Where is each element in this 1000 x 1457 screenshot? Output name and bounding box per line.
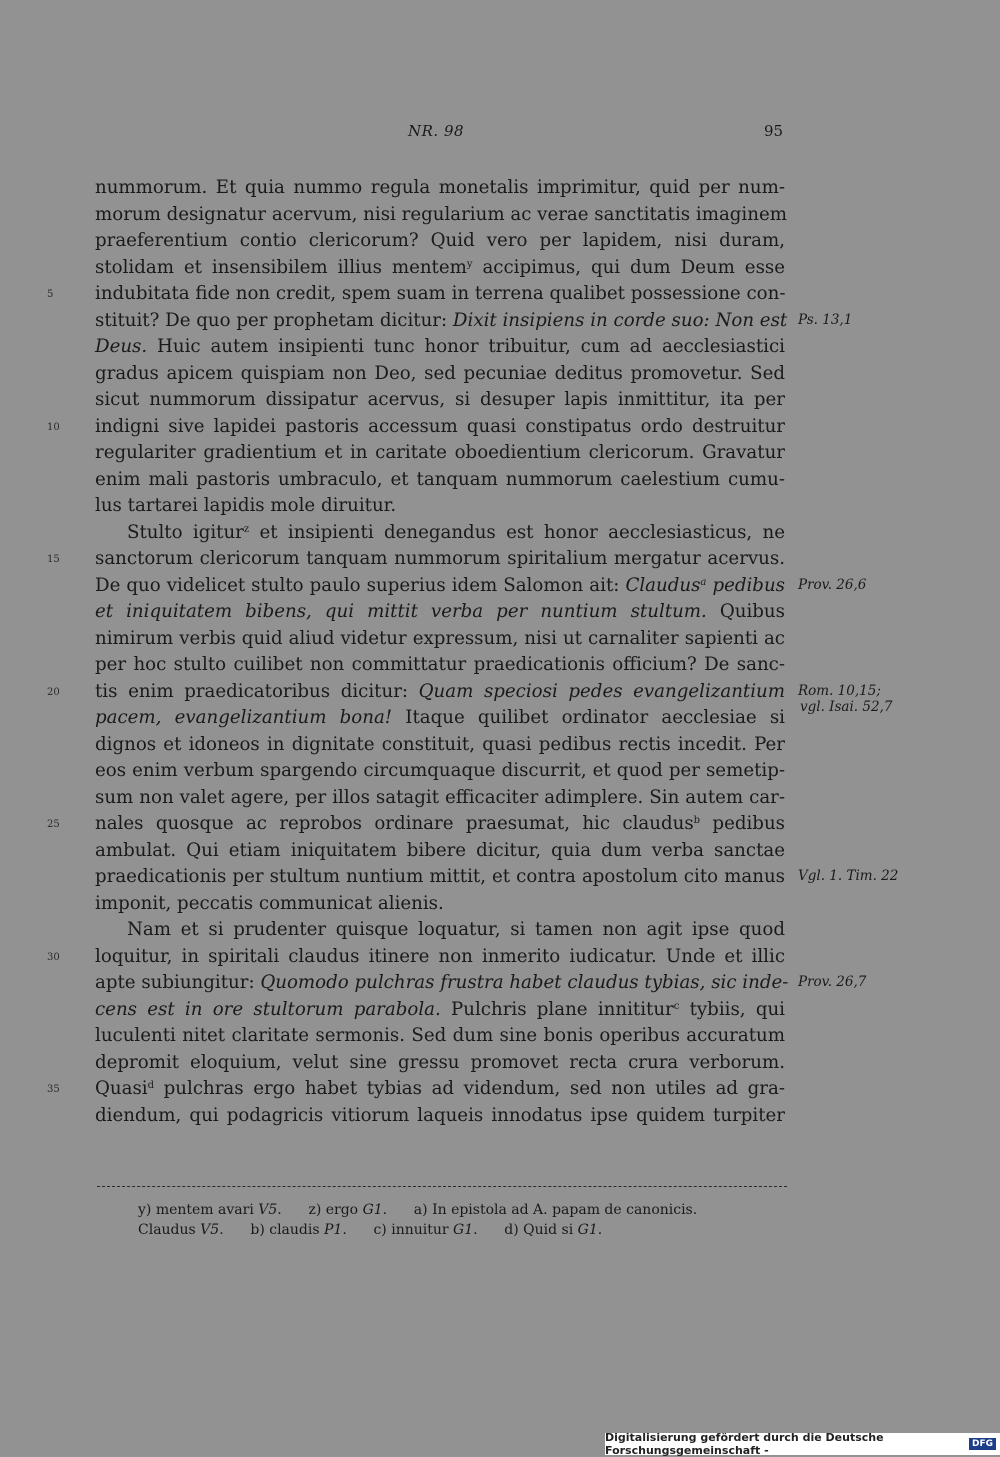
text-line <box>95 255 785 282</box>
line-text: per hoc stulto cuilibet non committatur praedicationis officium? De sanc- <box>95 654 785 675</box>
text-line <box>95 891 785 918</box>
text-line <box>95 573 867 600</box>
line-text: nales quosque ac reprobos ordinare praesumat, hic claudus$^b$ pedibus <box>95 813 785 834</box>
line-number: 25 <box>47 819 60 830</box>
footer-text: Digitalisierung gefördert durch die Deutsche Forschungsgemeinschaft - <box>605 1431 884 1457</box>
line-text: luculenti nitet claritate sermonis. Sed dum sine bonis operibus accuratum <box>95 1025 785 1046</box>
digitization-footer <box>605 1433 1000 1455</box>
line-text: imponit, peccatis communicat alienis. <box>95 892 444 914</box>
margin-reference: Prov. 26,7 <box>798 974 867 990</box>
line-text: morum designatur acervum, nisi regularium ac verae sanctitatis imaginem <box>95 203 787 225</box>
text-line <box>47 944 785 971</box>
line-text: eos enim verbum spargendo circumquaque discurrit, et quod per semetip- <box>95 760 785 781</box>
text-line <box>95 175 785 202</box>
main-text <box>47 175 899 1129</box>
text-line <box>95 1103 785 1130</box>
footnote-line: y) mentem avari V5. z) ergo G1. a) In epistola ad A. papam de canonicis. <box>138 1202 698 1218</box>
line-text: sicut nummorum dissipatur acervus, si desuper lapis inmittitur, ita per <box>95 389 785 410</box>
text-line <box>95 970 867 997</box>
text-line <box>95 1050 785 1077</box>
text-line <box>95 308 853 335</box>
text-line <box>95 202 785 229</box>
line-text: stituit? De quo per prophetam dicitur: Dixit insipiens in corde suo: Non est <box>95 309 788 331</box>
line-text: ambulat. Qui etiam iniquitatem bibere dicitur, quia dum verba sanctae <box>95 839 785 861</box>
line-text: nummorum. Et quia nummo regula monetalis imprimitur, quid per num- <box>95 177 785 198</box>
text-line <box>95 758 785 785</box>
text-line <box>95 493 785 520</box>
footnote-line: Claudus V5. b) claudis P1. c) innuitur G1. d) Quid si G1. <box>138 1222 603 1238</box>
line-text: sanctorum clericorum tanquam nummorum spiritalium mergatur acervus. <box>95 548 785 569</box>
text-line <box>95 732 785 759</box>
line-number: 10 <box>47 421 60 433</box>
line-text: Stulto igitur$^z$ et insipienti denegandus est honor aecclesiasticus, ne <box>127 521 785 543</box>
text-line <box>95 228 785 255</box>
text-line <box>47 1076 785 1103</box>
line-number: 35 <box>47 1084 60 1095</box>
line-text: depromit eloquium, velut sine gressu promovet recta crura verborum. <box>95 1051 785 1073</box>
text-line <box>95 652 785 679</box>
text-line <box>95 838 785 865</box>
text-line <box>95 467 785 494</box>
line-text: praedicationis per stultum nuntium mittit, et contra apostolum cito manus <box>95 866 785 887</box>
text-line <box>95 997 785 1024</box>
page-number: 95 <box>764 122 784 140</box>
line-text: loquitur, in spiritali claudus itinere non inmerito iudicatur. Unde et illic <box>95 945 785 967</box>
text-line <box>95 440 785 467</box>
line-text: sum non valet agere, per illos satagit efficaciter adimplere. Sin autem car- <box>95 786 785 808</box>
line-text: Deus. Huic autem insipienti tunc honor tribuitur, cum ad aecclesiastici <box>95 336 785 357</box>
line-text: De quo videlicet stulto paulo superius idem Salomon ait: Claudus$^a$ pedibus <box>95 574 785 596</box>
line-number: 30 <box>47 951 60 963</box>
line-text: gradus apicem quispiam non Deo, sed pecuniae deditus promovetur. Sed <box>95 362 785 384</box>
text-line <box>95 864 899 891</box>
text-line <box>95 361 785 388</box>
margin-reference: Ps. 13,1 <box>798 311 853 328</box>
line-text: indigni sive lapidei pastoris accessum quasi constipatus ordo destruitur <box>95 415 785 437</box>
line-text: cens est in ore stultorum parabola. Pulchris plane innititur$^c$ tybiis, qui <box>95 998 786 1020</box>
text-line <box>95 520 785 547</box>
footnote-rule <box>97 1186 787 1187</box>
text-line <box>47 546 785 573</box>
dfg-logo: DFG <box>969 1438 996 1450</box>
line-text: enim mali pastoris umbraculo, et tanquam nummorum caelestium cumu- <box>95 468 785 490</box>
line-number: 20 <box>47 686 60 698</box>
line-text: et iniquitatem bibens, qui mittit verba per nuntium stultum. Quibus <box>95 601 785 622</box>
line-text: indubitata fide non credit, spem suam in terrena qualibet possessione con- <box>95 283 786 304</box>
text-line <box>95 334 785 361</box>
running-header <box>0 122 1000 146</box>
line-number: 5 <box>47 289 54 300</box>
text-line <box>47 811 785 838</box>
footnotes <box>138 1200 798 1240</box>
line-text: tis enim praedicatoribus dicitur: Quam speciosi pedes evangelizantium <box>95 680 785 702</box>
text-line <box>95 599 785 626</box>
text-line <box>47 679 893 715</box>
margin-reference: Prov. 26,6 <box>798 576 867 593</box>
text-line <box>95 785 785 812</box>
text-line <box>47 414 785 441</box>
text-line <box>95 705 785 732</box>
line-text: dignos et idoneos in dignitate constituit, quasi pedibus rectis incedit. Per <box>95 733 785 755</box>
text-line <box>95 1023 785 1050</box>
margin-reference: Rom. 10,15; <box>798 682 881 699</box>
running-title: NR. 98 <box>408 122 465 140</box>
line-text: pacem, evangelizantium bona! Itaque quilibet ordinator aecclesiae si <box>95 707 785 728</box>
margin-reference: vgl. Isai. 52,7 <box>800 698 893 715</box>
line-text: praeferentium contio clericorum? Quid vero per lapidem, nisi duram, <box>95 230 785 251</box>
text-line <box>95 387 785 414</box>
text-line <box>95 917 785 944</box>
line-text: lus tartarei lapidis mole diruitur. <box>95 495 397 516</box>
line-text: Quasi$^d$ pulchras ergo habet tybias ad videndum, sed non utiles ad gra- <box>95 1078 785 1099</box>
line-text: regulariter gradientium et in caritate oboedientium clericorum. Gravatur <box>95 442 785 463</box>
line-text: Nam et si prudenter quisque loquatur, si tamen non agit ipse quod <box>127 919 785 940</box>
text-line <box>95 626 785 653</box>
line-text: nimirum verbis quid aliud videtur expressum, nisi ut carnaliter sapienti ac <box>95 627 785 649</box>
margin-reference: Vgl. 1. Tim. 22 <box>798 868 899 884</box>
text-line <box>47 281 786 308</box>
line-number: 15 <box>47 554 60 565</box>
line-text: apte subiungitur: Quomodo pulchras frustra habet claudus tybias, sic inde- <box>95 972 789 993</box>
line-text: diendum, qui podagricis vitiorum laqueis innodatus ipse quidem turpiter <box>95 1104 785 1126</box>
line-text: stolidam et insensibilem illius mentem$^y$ accipimus, qui dum Deum esse <box>95 256 785 278</box>
